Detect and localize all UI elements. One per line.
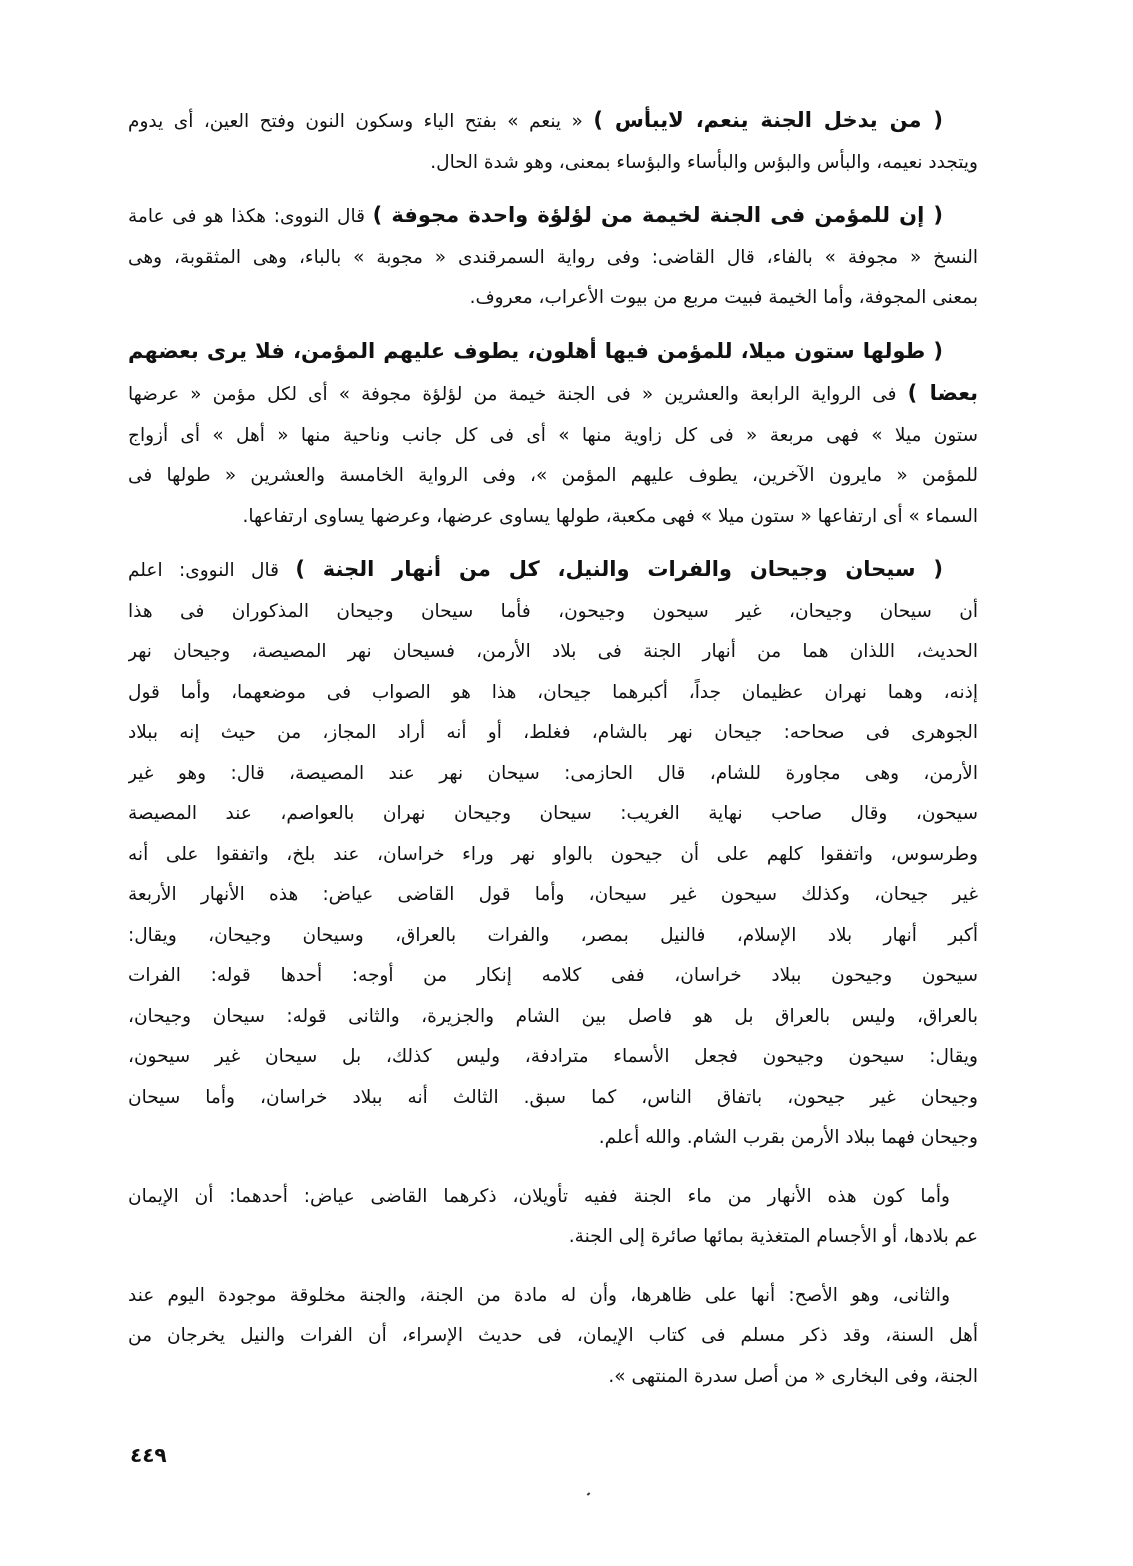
commentary-text: أهل السنة، وقد ذكر مسلم فى كتاب الإيمان، فى حديث الإسراء، أن الفرات والنيل يخرجان من: [128, 1325, 978, 1346]
paragraph-3: [128, 331, 978, 538]
text-line: [128, 997, 978, 1038]
text-line: [128, 549, 978, 592]
text-line: [128, 713, 978, 754]
commentary-text: ويقال: سيحون وجيحون فجعل الأسماء مترادفة، وليس كذلك، بل سيحان غير سيحون،: [128, 1046, 978, 1067]
text-line: [128, 373, 978, 416]
paragraph-2: [128, 195, 978, 319]
text-line: [128, 592, 978, 633]
paragraph-5: [128, 1177, 978, 1258]
commentary-text: أكبر أنهار بلاد الإسلام، فالنيل بمصر، والفرات بالعراق، وسيحان وجيحان، ويقال:: [128, 924, 978, 946]
text-line: [128, 416, 978, 457]
commentary-text: غير جيحان، وكذلك سيحون غير سيحان، وأما قول القاضى عياض: هذه الأنهار الأربعة: [128, 884, 978, 905]
hadith-heading: ( طولها ستون ميلا، للمؤمن فيها أهلون، يطوف عليهم المؤمن، فلا يرى بعضهم: [128, 338, 943, 363]
commentary-text: أن سيحان وجيحان، غير سيحون وجيحون، فأما سيحان وجيحان المذكوران فى هذا: [128, 600, 978, 622]
commentary-text: عم بلادها، أو الأجسام المتغذية بمائها صائرة إلى الجنة.: [568, 1226, 978, 1247]
paragraph-4: [128, 549, 978, 1159]
text-line: [128, 100, 978, 143]
text-line: [128, 278, 978, 319]
text-line: [128, 143, 978, 184]
commentary-text: الجوهرى فى صحاحه: جيحان نهر بالشام، فغلط، أو أنه أراد المجاز، من حيث إنه ببلاد: [128, 722, 978, 743]
commentary-text: سيحون وجيحون ببلاد خراسان، ففى كلامه إنكار من أوجه: أحدها قوله: الفرات: [128, 965, 978, 986]
hadith-heading: ( إن للمؤمن فى الجنة لخيمة من لؤلؤة واحدة مجوفة ): [372, 203, 944, 227]
commentary-text: ستون ميلا » فهى مربعة « فى كل زاوية منها » أى فى كل جانب وناحية منها « أهل » أى أزواج: [128, 424, 978, 446]
commentary-text: سيحون، وقال صاحب نهاية الغريب: سيحان وجيحان نهران بالعواصم، عند المصيصة: [128, 803, 978, 824]
commentary-text: وجيحان فهما ببلاد الأرمن بقرب الشام. والله أعلم.: [598, 1127, 978, 1148]
hadith-heading: ( سيحان وجيحان والفرات والنيل، كل من أنهار الجنة ): [295, 557, 943, 581]
commentary-text: فى الرواية الرابعة والعشرين « فى الجنة خيمة من لؤلؤة مجوفة » أى لكل مؤمن « عرضها: [128, 384, 908, 405]
commentary-text: الأرمن، وهى مجاورة للشام، قال الحازمى: سيحان نهر عند المصيصة، قال: وهو غير: [128, 762, 978, 784]
commentary-text: ويتجدد نعيمه، والبأس والبؤس والبأساء والبؤساء بمعنى، وهو شدة الحال.: [430, 151, 978, 173]
commentary-text: وأما كون هذه الأنهار من ماء الجنة ففيه تأويلان، ذكرهما القاضى عياض: أحدهما: أن الإيمان: [128, 1185, 950, 1207]
commentary-text: بمعنى المجوفة، وأما الخيمة فبيت مربع من بيوت الأعراب، معروف.: [469, 287, 978, 308]
text-line: [128, 916, 978, 957]
commentary-text: قال النووى: اعلم: [128, 560, 296, 581]
text-line: [128, 875, 978, 916]
text-line: [128, 195, 978, 238]
text-line: [128, 956, 978, 997]
hadith-heading: ( من يدخل الجنة ينعم، لايبأس ): [593, 108, 943, 132]
paragraph-6: [128, 1276, 978, 1398]
commentary-text: إذنه، وهما نهران عظيمان جداً، أكبرهما جيحان، هذا هو الصواب فى موضعهما، وأما قول: [128, 681, 978, 703]
text-line: [128, 1118, 978, 1159]
document-page: [128, 100, 978, 1397]
commentary-text: قال النووى: هكذا هو فى عامة: [128, 206, 373, 227]
commentary-text: بالعراق، وليس بالعراق بل هو فاصل بين الشام والجزيرة، والثانى قوله: سيحان وجيحان،: [128, 1005, 978, 1027]
scan-speck: [587, 1492, 591, 1495]
text-line: [128, 1177, 978, 1218]
text-line: [128, 794, 978, 835]
text-line: [128, 1217, 978, 1258]
text-line: [128, 1078, 978, 1119]
commentary-text: والثانى، وهو الأصح: أنها على ظاهرها، وأن له مادة من الجنة، والجنة مخلوقة موجودة اليوم عند: [128, 1284, 950, 1306]
text-line: [128, 497, 978, 538]
commentary-text: الجنة، وفى البخارى « من أصل سدرة المنتهى ».: [608, 1365, 978, 1387]
text-line: [128, 456, 978, 497]
commentary-text: السماء » أى ارتفاعها « ستون ميلا » فهى مكعبة، طولها يساوى عرضها، وعرضها يساوى ارتفاعها.: [242, 505, 978, 527]
commentary-text: وجيحان غير جيحون، باتفاق الناس، كما سبق. الثالث أنه ببلاد خراسان، وأما سيحان: [128, 1086, 978, 1108]
commentary-text: وطرسوس، واتفقوا كلهم على أن جيحون بالواو نهر وراء خراسان، عند بلخ، واتفقوا على أنه: [128, 843, 978, 865]
text-line: [128, 673, 978, 714]
hadith-heading: بعضا ): [907, 381, 978, 405]
text-line: [128, 331, 978, 374]
text-line: [128, 1037, 978, 1078]
text-line: [128, 1357, 978, 1398]
commentary-text: « ينعم » بفتح الياء وسكون النون وفتح العين، أى يدوم: [128, 111, 594, 132]
commentary-text: الحديث، اللذان هما من أنهار الجنة فى بلاد الأرمن، فسيحان نهر المصيصة، وجيحان نهر: [128, 641, 978, 662]
text-line: [128, 754, 978, 795]
text-line: [128, 238, 978, 279]
page-number: ٤٤٩: [130, 1443, 167, 1467]
text-line: [128, 1316, 978, 1357]
commentary-text: للمؤمن « مايرون الآخرين، يطوف عليهم المؤمن »، وفى الرواية الخامسة والعشرين « طولها فى: [128, 465, 978, 486]
paragraph-1: [128, 100, 978, 183]
text-line: [128, 632, 978, 673]
text-line: [128, 1276, 978, 1317]
text-line: [128, 835, 978, 876]
commentary-text: النسخ « مجوفة » بالفاء، قال القاضى: وفى رواية السمرقندى « مجوبة » بالباء، وهى المثقوبة، وهى: [128, 246, 978, 268]
